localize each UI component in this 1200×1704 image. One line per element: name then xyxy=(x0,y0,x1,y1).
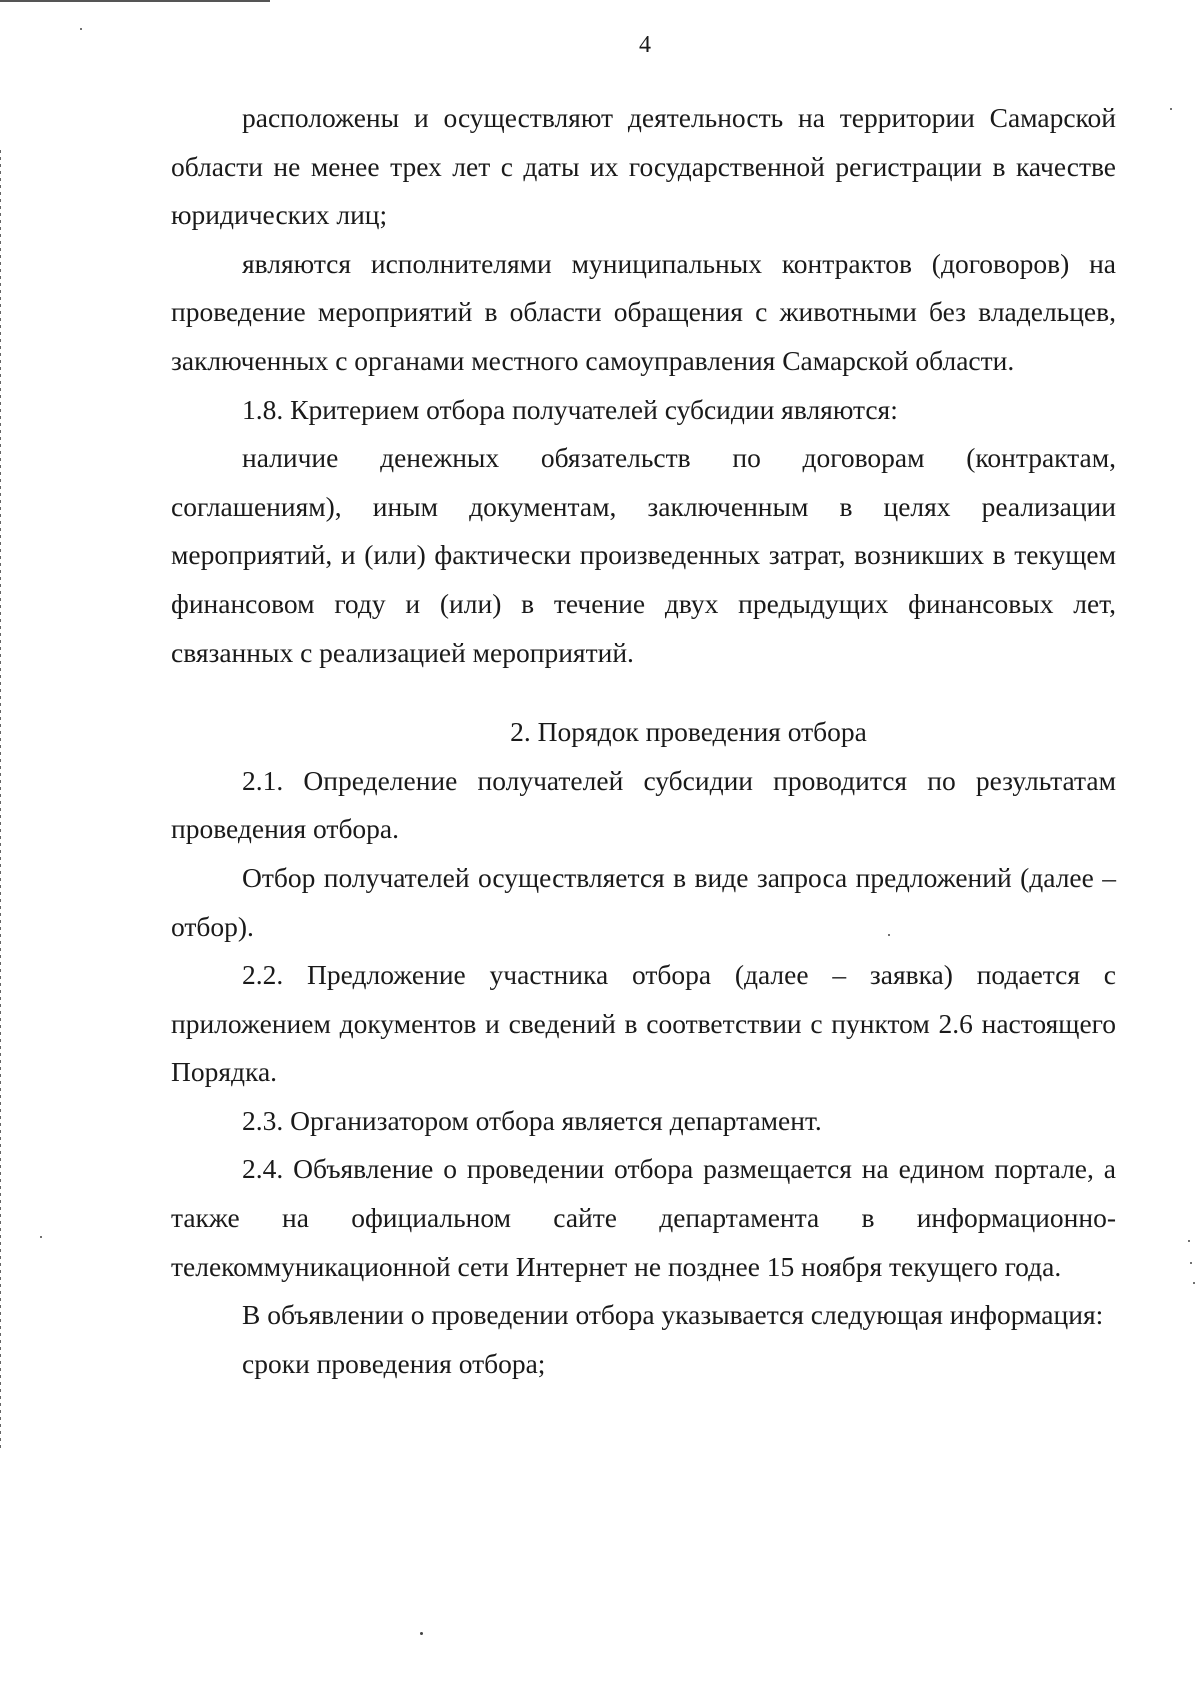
scan-speck xyxy=(420,1632,423,1635)
paragraph: Отбор получателей осуществляется в виде запроса предложений (далее – отбор). xyxy=(171,861,1116,942)
paragraph: 2.2. Предложение участника отбора (далее – заявка) подается с приложением документов и сведений в соответствии с пунктом 2.6 настоящего Порядка. xyxy=(171,959,1116,1088)
document-body xyxy=(171,94,1116,1388)
scan-speck xyxy=(40,1236,42,1238)
scan-speck xyxy=(1190,1262,1192,1264)
scan-artifact-edge xyxy=(0,150,1,1450)
scan-speck xyxy=(80,28,82,30)
page-number: 4 xyxy=(639,32,651,58)
paragraph: 2.4. Объявление о проведении отбора размещается на едином портале, а также на официальном сайте департамента в информационно-телекоммуникационной сети Интернет не позднее 15 ноября текущего года. xyxy=(171,1153,1116,1282)
scan-artifact-line xyxy=(0,0,270,2)
paragraph: 2.3. Организатором отбора является департамент. xyxy=(242,1104,822,1136)
scan-speck xyxy=(1193,1282,1195,1284)
paragraph: сроки проведения отбора; xyxy=(242,1347,546,1379)
paragraph: В объявлении о проведении отбора указывается следующая информация: xyxy=(242,1299,1104,1331)
scan-speck xyxy=(888,934,890,936)
paragraph: расположены и осуществляют деятельность на территории Самарской области не менее трех лет с даты их государственной регистрации в качестве юридических лиц; xyxy=(171,102,1116,231)
section-heading: 2. Порядок проведения отбора xyxy=(510,716,867,748)
paragraph: наличие денежных обязательств по договорам (контрактам, соглашениям), иным документам, заключенным в целях реализации мероприятий, и (или) фактически произведенных затрат, возникших в текущем финансовом году и (или) в течение двух предыдущих финансовых лет, связанных с реализацией мероприятий. xyxy=(171,442,1116,668)
paragraph: 2.1. Определение получателей субсидии проводится по результатам проведения отбора. xyxy=(171,764,1116,845)
paragraph: 1.8. Критерием отбора получателей субсидии являются: xyxy=(242,393,898,425)
scan-speck xyxy=(1170,108,1172,110)
scan-speck xyxy=(1188,1240,1190,1242)
paragraph: являются исполнителями муниципальных контрактов (договоров) на проведение мероприятий в области обращения с животными без владельцев, заключенных с органами местного самоуправления Самарской области. xyxy=(171,247,1116,376)
